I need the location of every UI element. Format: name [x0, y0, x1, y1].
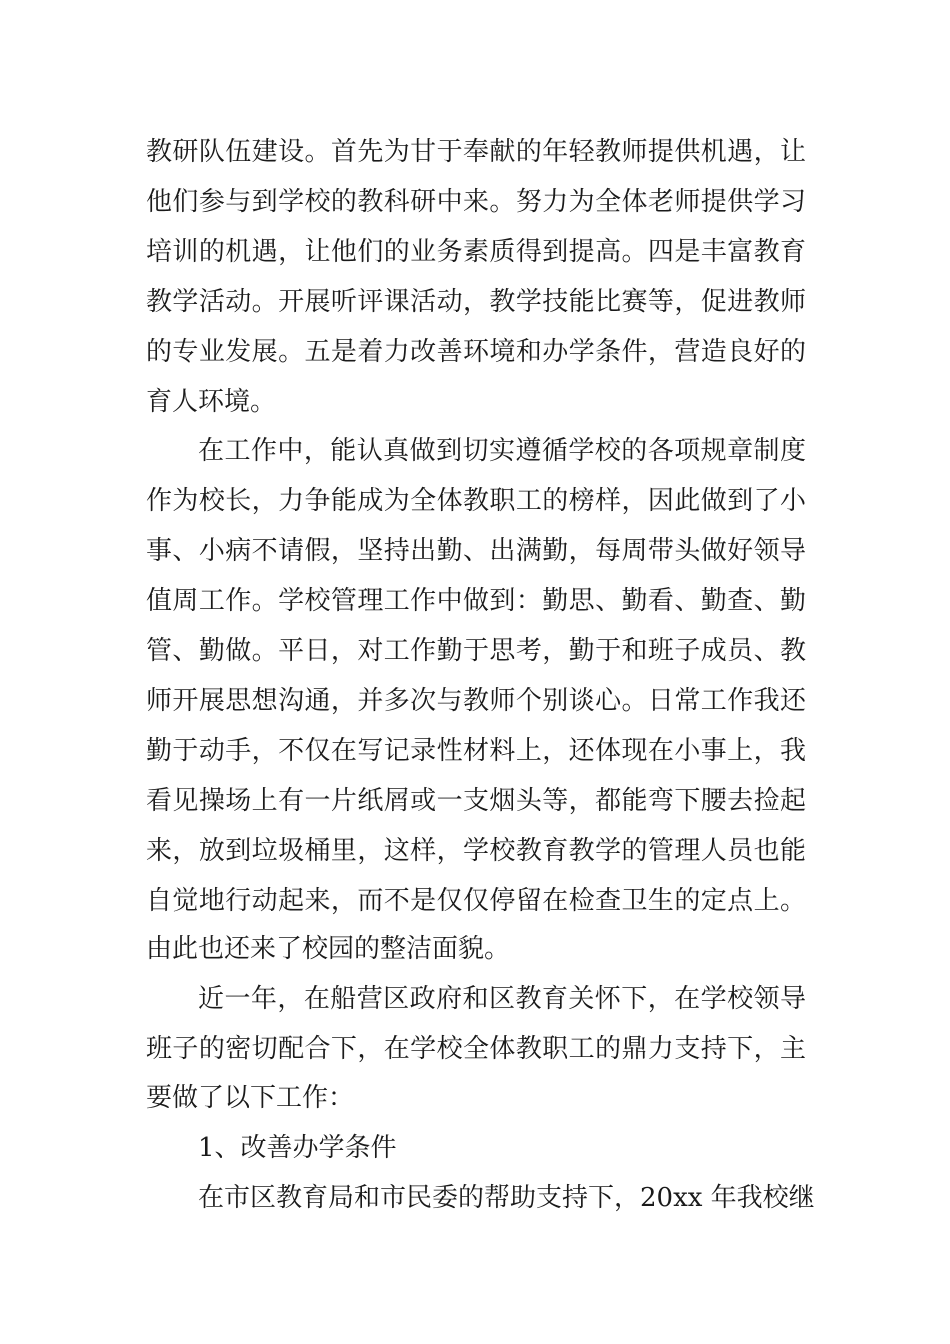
text-line: 的专业发展。五是着力改善环境和办学条件，营造良好的	[146, 337, 806, 367]
text-line: 管、勤做。平日，对工作勤于思考，勤于和班子成员、教	[146, 636, 806, 666]
text-line: 师开展思想沟通，并多次与教师个别谈心。日常工作我还	[146, 686, 806, 716]
text-line: 培训的机遇，让他们的业务素质得到提高。四是丰富教育	[146, 237, 806, 267]
paragraph-first-line: 在市区教育局和市民委的帮助支持下，20xx 年我校继	[198, 1183, 815, 1213]
text-line: 育人环境。	[146, 387, 277, 417]
section-heading: 1、改善办学条件	[198, 1133, 397, 1163]
text-line: 教学活动。开展听评课活动，教学技能比赛等，促进教师	[146, 287, 806, 317]
text-line: 看见操场上有一片纸屑或一支烟头等，都能弯下腰去捡起	[146, 786, 806, 816]
text-line: 作为校长，力争能成为全体教职工的榜样，因此做到了小	[146, 486, 806, 516]
text-line: 要做了以下工作：	[146, 1083, 355, 1113]
text-line: 勤于动手，不仅在写记录性材料上，还体现在小事上，我	[146, 736, 806, 766]
text-line: 由此也还来了校园的整洁面貌。	[146, 934, 511, 964]
text-line: 班子的密切配合下，在学校全体教职工的鼎力支持下，主	[146, 1034, 806, 1064]
text-line: 自觉地行动起来，而不是仅仅停留在检查卫生的定点上。	[146, 886, 806, 916]
paragraph-first-line: 近一年，在船营区政府和区教育关怀下，在学校领导	[198, 984, 806, 1014]
text-line: 事、小病不请假，坚持出勤、出满勤，每周带头做好领导	[146, 536, 806, 566]
text-line: 他们参与到学校的教科研中来。努力为全体老师提供学习	[146, 187, 806, 217]
text-line: 值周工作。学校管理工作中做到：勤思、勤看、勤查、勤	[146, 586, 806, 616]
text-line: 来，放到垃圾桶里，这样，学校教育教学的管理人员也能	[146, 836, 806, 866]
text-line: 教研队伍建设。首先为甘于奉献的年轻教师提供机遇，让	[146, 137, 806, 167]
paragraph-first-line: 在工作中，能认真做到切实遵循学校的各项规章制度	[198, 436, 806, 466]
